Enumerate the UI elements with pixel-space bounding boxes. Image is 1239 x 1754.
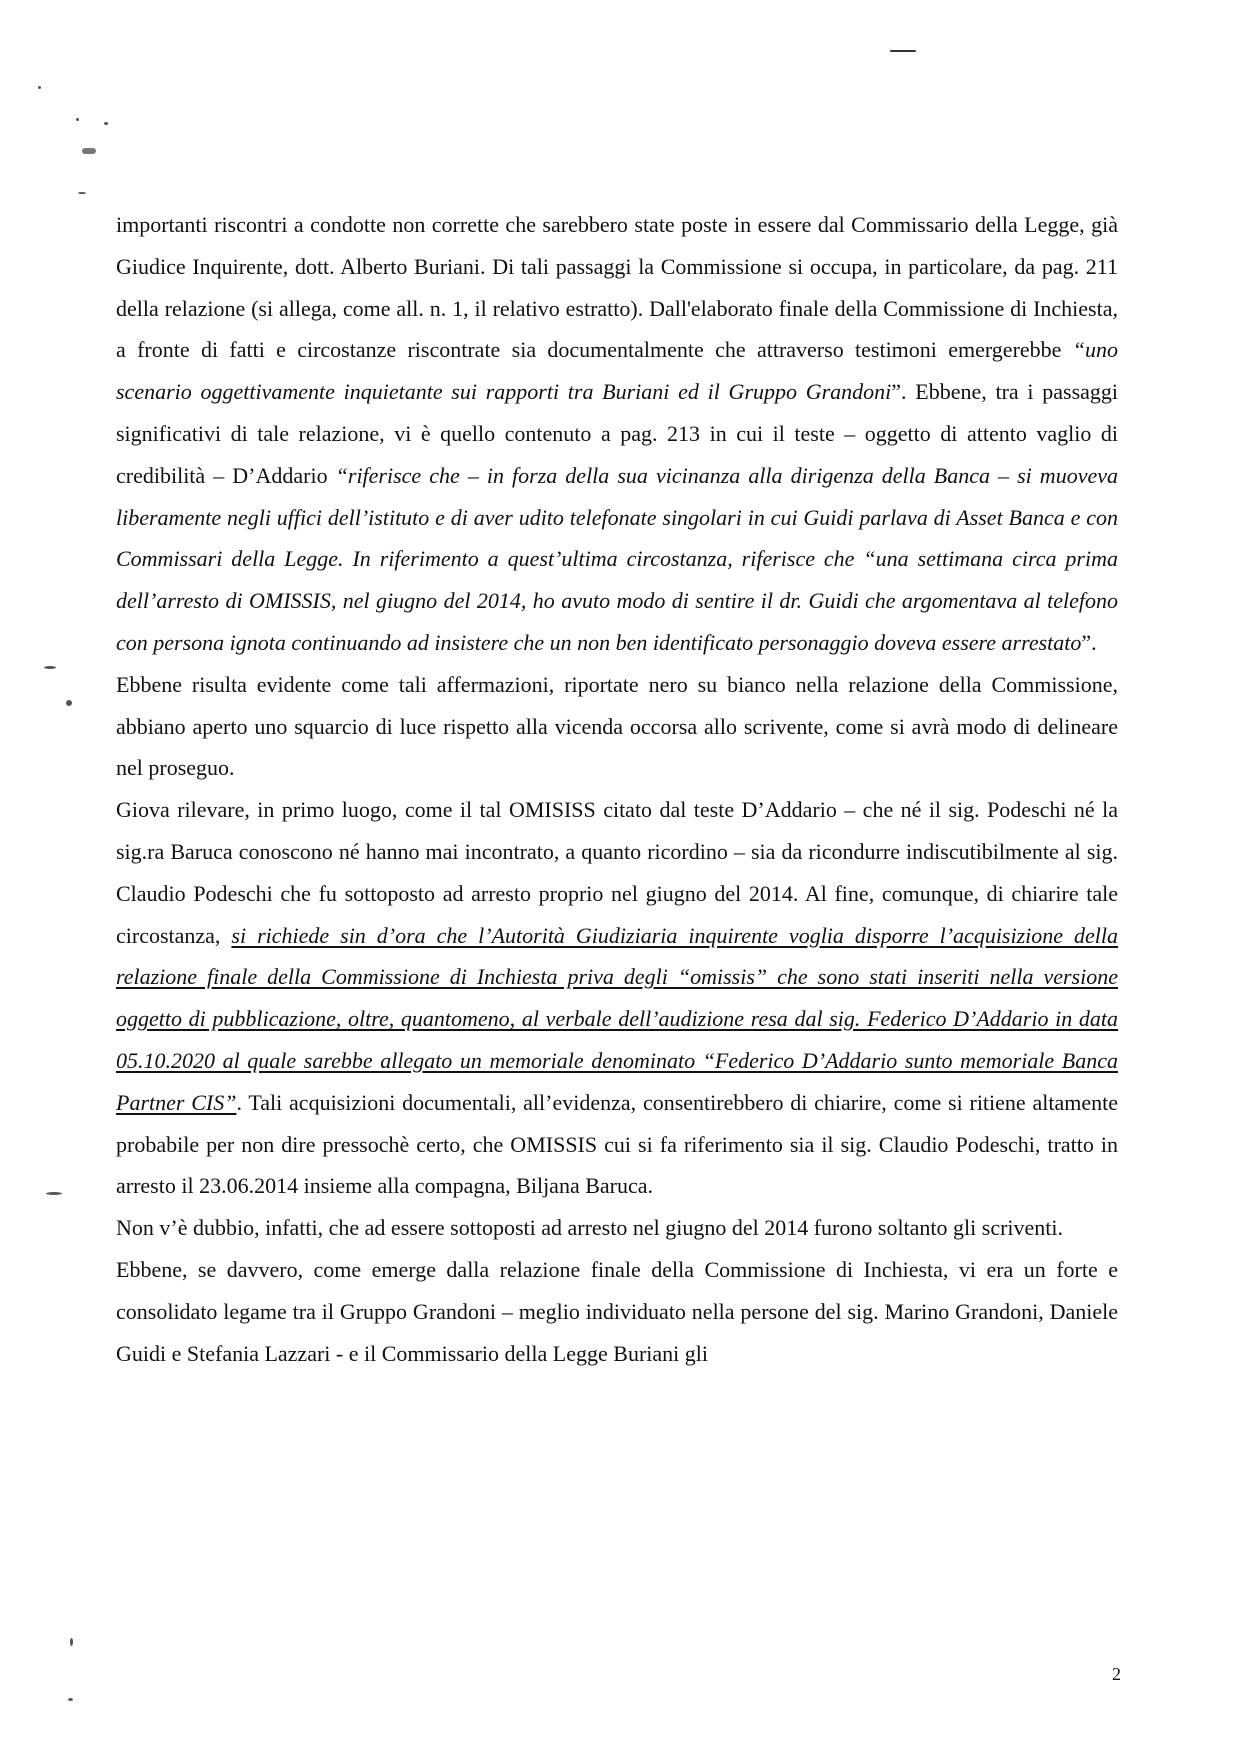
scan-mark — [82, 148, 96, 154]
underlined-request: si richiede sin d’ora che l’Autorità Giudiziaria inquirente voglia disporre l’acquisizione della relazione finale della Commissione di Inchiesta priva degli “omissis” che sono stati inseriti nella versione oggetto di pubblicazione, oltre, quantomeno, al verbale dell’audizione resa dal sig. Federico D’Addario in data 05.10.2020 al quale sarebbe allegato un memoriale denominato “Federico D’Addario sunto memoriale Banca Partner CIS” — [116, 922, 1119, 1115]
scan-mark — [70, 1638, 73, 1646]
scan-mark — [78, 192, 86, 194]
page-number: 2 — [1112, 1664, 1121, 1684]
paragraph — [116, 204, 1118, 664]
scan-mark — [68, 1698, 73, 1701]
scan-mark — [66, 700, 72, 706]
text-run: importanti riscontri a condotte non corrette che sarebbero state poste in essere dal Commissario della Legge, già Giudice Inquirente, dott. Alberto Buriani. Di tali passaggi la Commissione si occupa, in particolare, da pag. 211 della relazione (si allega, come all. n. 1, il relativo estratto). Dall'elaborato finale della Commissione di Inchiesta, a fronte di fatti e circostanze riscontrate sia documentalmente che attraverso testimoni emergerebbe — [116, 212, 1118, 363]
paragraph — [116, 1207, 1118, 1249]
scan-mark — [76, 118, 79, 121]
paragraph — [116, 789, 1118, 1207]
scan-mark — [46, 1192, 62, 1195]
scan-mark — [104, 122, 108, 125]
paragraph — [116, 664, 1118, 789]
text-run: . Tali acquisizioni documentali, all’evidenza, consentirebbero di chiarire, come si ritiene altamente probabile per non dire pressochè certo, che OMISSIS cui si fa riferimento sia il sig. Claudio Podeschi, tratto in arresto il 23.06.2014 insieme alla compagna, Biljana Baruca. — [116, 1089, 1118, 1199]
text-run: Non v’è dubbio, infatti, che ad essere sottoposti ad arresto nel giugno del 2014 furono soltanto gli scriventi. — [116, 1215, 1064, 1241]
text-run: Giova rilevare, in primo luogo, come il tal OMISISS citato dal teste D’Addario – che né il sig. Podeschi né la sig.ra Baruca conoscono né hanno mai incontrato, a quanto ricordino – sia da ricondurre indiscutibilmente al sig. Claudio Podeschi che fu sottoposto ad arresto proprio nel giugno del 2014. Al fine, comunque, di chiarire tale circostanza, — [116, 797, 1118, 948]
scan-mark — [38, 86, 41, 89]
text-run: Ebbene, se davvero, come emerge dalla relazione finale della Commissione di Inchiesta, vi era un forte e consolidato legame tra il Gruppo Grandoni – meglio individuato nella persone del sig. Marino Grandoni, Daniele Guidi e Stefania Lazzari - e il Commissario della Legge Buriani gli — [116, 1256, 1118, 1366]
italic-quote: “uno scenario oggettivamente inquietante sui rapporti tra Buriani ed il Gruppo Grandoni — [116, 337, 1118, 405]
text-run: ”. — [1081, 629, 1097, 655]
text-run: ”. Ebbene, tra i passaggi significativi di tale relazione, vi è quello contenuto a pag. 213 in cui il teste – oggetto di attento vaglio di credibilità – D’Addario — [116, 379, 1119, 488]
body-text — [116, 204, 1118, 1374]
paragraph — [116, 1249, 1118, 1374]
scan-mark — [44, 666, 56, 669]
italic-quote: “riferisce che – in forza della sua vicinanza alla dirigenza della Banca – si muoveva liberamente negli uffici dell’istituto e di aver udito telefonate singolari in cui Guidi parlava di Asset Banca e con Commissari della Legge. In riferimento a quest’ultima circostanza, riferisce che “una settimana circa prima dell’arresto di OMISSIS, nel giugno del 2014, ho avuto modo di sentire il dr. Guidi che argomentava al telefono con persona ignota continuando ad insistere che un non ben identificato personaggio doveva essere arrestato — [116, 462, 1118, 655]
scan-mark — [890, 50, 916, 52]
text-run: Ebbene risulta evidente come tali affermazioni, riportate nero su bianco nella relazione della Commissione, abbiano aperto uno squarcio di luce rispetto alla vicenda occorsa allo scrivente, come si avrà modo di delineare nel proseguo. — [116, 671, 1118, 781]
